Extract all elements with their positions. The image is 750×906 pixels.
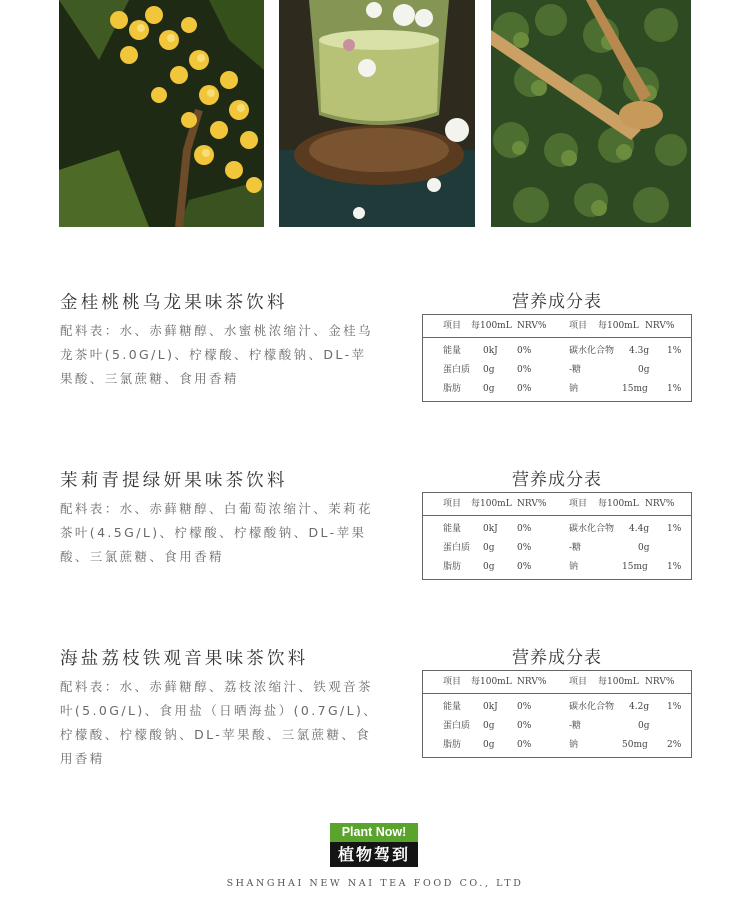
product-section — [0, 645, 750, 825]
table-cell: 15mg — [622, 562, 648, 572]
table-cell: 1% — [667, 384, 682, 394]
ingredients-text: 配料表：水、赤藓糖醇、荔枝浓缩汁、铁观音茶叶(5.0G/L)、食用盐（日晒海盐）(0.7G/L)、柠檬酸、柠檬酸钠、DL-苹果酸、三氯蔗糖、食用香精 — [60, 679, 379, 766]
header-cell: 每100mL — [598, 499, 639, 509]
table-cell: 脂肪 — [443, 740, 462, 750]
table-cell: 2% — [667, 740, 682, 750]
table-cell: 碳水化合物 — [569, 702, 615, 712]
product-section — [0, 289, 750, 469]
table-cell: 蛋白质 — [443, 543, 471, 553]
ingredients-text: 配料表：水、赤藓糖醇、水蜜桃浓缩汁、金桂乌龙茶叶(5.0G/L)、柠檬酸、柠檬酸钠、DL-苹果酸、三氯蔗糖、食用香精 — [60, 323, 373, 386]
nutrition-table — [422, 670, 692, 758]
table-cell: 1% — [667, 702, 682, 712]
header-cell: 每100mL — [471, 677, 512, 687]
header-cell: NRV% — [517, 321, 547, 331]
table-cell: 0g — [483, 543, 495, 553]
oolong-leaves-photo — [491, 0, 691, 227]
nutrition-header — [423, 315, 691, 338]
table-cell: 碳水化合物 — [569, 346, 615, 356]
table-cell: 0% — [517, 562, 532, 572]
table-cell: 0g — [483, 740, 495, 750]
table-cell: 碳水化合物 — [569, 524, 615, 534]
table-cell: 0g — [638, 365, 650, 375]
table-row — [423, 361, 691, 380]
table-cell: 0g — [483, 365, 495, 375]
nutrition-table — [422, 314, 692, 402]
ingredients-text: 配料表：水、赤藓糖醇、白葡萄浓缩汁、茉莉花茶叶(4.5G/L)、柠檬酸、柠檬酸钠、DL-苹果酸、三氯蔗糖、食用香精 — [60, 501, 373, 564]
brand-logo — [330, 823, 418, 867]
header-cell: 每100mL — [471, 499, 512, 509]
table-cell: 0% — [517, 721, 532, 731]
table-cell: 4.2g — [629, 702, 650, 712]
nutrition-header — [423, 671, 691, 694]
table-cell: 0% — [517, 346, 532, 356]
header-cell: 项目 — [569, 499, 588, 509]
table-cell: 0kJ — [483, 524, 498, 534]
table-cell: 0% — [517, 365, 532, 375]
table-cell: 能量 — [443, 346, 462, 356]
product-name: 金桂桃桃乌龙果味茶饮料 — [60, 293, 288, 313]
table-cell: 1% — [667, 346, 682, 356]
nutrition-header — [423, 493, 691, 516]
table-cell: 钠 — [569, 562, 579, 572]
header-cell: NRV% — [645, 321, 675, 331]
header-cell: 项目 — [569, 321, 588, 331]
table-cell: 1% — [667, 562, 682, 572]
table-cell: 1% — [667, 524, 682, 534]
header-cell: NRV% — [645, 499, 675, 509]
table-cell: -糖 — [569, 543, 582, 553]
table-cell: 0g — [638, 721, 650, 731]
table-cell: 0g — [483, 721, 495, 731]
table-cell: 能量 — [443, 702, 462, 712]
table-cell: -糖 — [569, 365, 582, 375]
product-name: 海盐荔枝铁观音果味茶饮料 — [60, 649, 309, 669]
table-cell: 0% — [517, 740, 532, 750]
table-cell: 钠 — [569, 740, 579, 750]
header-cell: 项目 — [443, 677, 462, 687]
table-row — [423, 380, 691, 399]
table-cell: 0kJ — [483, 702, 498, 712]
table-cell: 脂肪 — [443, 384, 462, 394]
table-cell: 0% — [517, 543, 532, 553]
table-cell: 0% — [517, 524, 532, 534]
jasmine-tea-photo — [279, 0, 475, 227]
table-cell: 0% — [517, 384, 532, 394]
table-cell: 0g — [483, 384, 495, 394]
table-row — [423, 539, 691, 558]
table-cell: 4.3g — [629, 346, 650, 356]
table-cell: 脂肪 — [443, 562, 462, 572]
table-row — [423, 736, 691, 755]
table-row — [423, 698, 691, 717]
company-name: SHANGHAI NEW NAI TEA FOOD CO., LTD — [226, 878, 524, 889]
osmanthus-photo — [59, 0, 264, 227]
brand-logo-english: Plant Now! — [330, 823, 418, 842]
nutrition-table — [422, 492, 692, 580]
table-cell: 能量 — [443, 524, 462, 534]
table-row — [423, 342, 691, 361]
table-row — [423, 520, 691, 539]
header-cell: NRV% — [645, 677, 675, 687]
brand-logo-chinese: 植物驾到 — [330, 842, 418, 867]
table-cell: 蛋白质 — [443, 721, 471, 731]
header-cell: 每100mL — [598, 321, 639, 331]
table-cell: 0g — [483, 562, 495, 572]
header-cell: 项目 — [443, 321, 462, 331]
header-cell: NRV% — [517, 677, 547, 687]
header-cell: 项目 — [569, 677, 588, 687]
table-cell: 15mg — [622, 384, 648, 394]
table-row — [423, 558, 691, 577]
table-cell: 0% — [517, 702, 532, 712]
header-cell: 每100mL — [598, 677, 639, 687]
header-cell: 每100mL — [471, 321, 512, 331]
table-cell: 0g — [638, 543, 650, 553]
table-cell: 0kJ — [483, 346, 498, 356]
nutrition-title: 营养成分表 — [512, 292, 602, 312]
table-cell: 50mg — [622, 740, 648, 750]
table-cell: 钠 — [569, 384, 579, 394]
product-section — [0, 467, 750, 647]
nutrition-title: 营养成分表 — [512, 648, 602, 668]
table-cell: -糖 — [569, 721, 582, 731]
table-cell: 蛋白质 — [443, 365, 471, 375]
header-cell: 项目 — [443, 499, 462, 509]
nutrition-title: 营养成分表 — [512, 470, 602, 490]
product-name: 茉莉青提绿妍果味茶饮料 — [60, 471, 288, 491]
header-cell: NRV% — [517, 499, 547, 509]
table-row — [423, 717, 691, 736]
table-cell: 4.4g — [629, 524, 650, 534]
